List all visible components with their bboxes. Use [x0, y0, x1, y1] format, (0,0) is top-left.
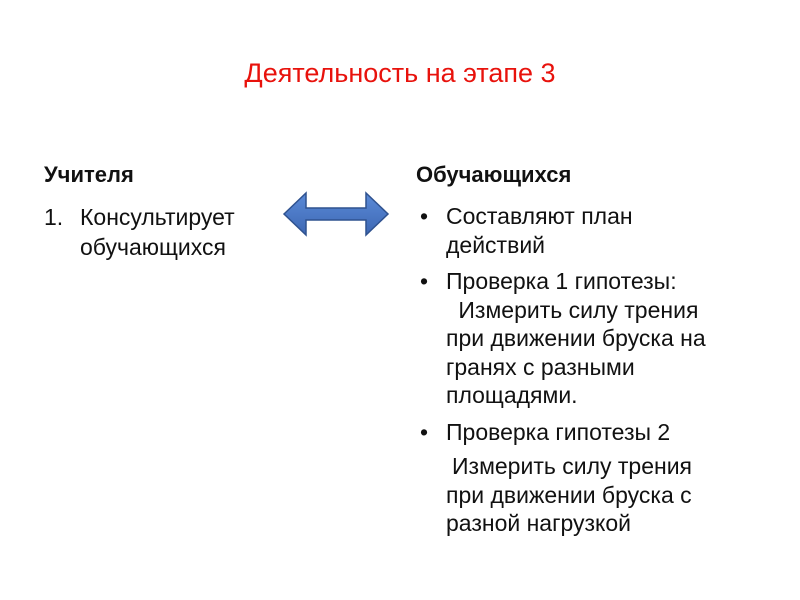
teacher-heading: Учителя: [44, 162, 134, 187]
text-line: площадями.: [446, 382, 578, 408]
teacher-column: [44, 160, 284, 262]
list-number: 1.: [44, 204, 64, 230]
text-line: Проверка 1 гипотезы:: [446, 268, 677, 294]
student-column: [416, 160, 776, 546]
text-line: действий: [446, 231, 546, 258]
text-line: Проверка гипотезы 2: [446, 418, 671, 445]
bullet-icon: •: [420, 418, 429, 445]
text-line: обучающихся: [80, 234, 226, 260]
list-item-text: [80, 202, 284, 262]
student-bullet-list: [416, 202, 776, 538]
text-line: при движении бруска с: [446, 481, 692, 508]
text-line: Измерить силу трения: [452, 453, 693, 479]
bullet-item: [416, 418, 776, 538]
student-heading: Обучающихся: [416, 162, 572, 187]
text-line: при движении бруска на: [446, 325, 706, 351]
text-line: разной нагрузкой: [446, 510, 632, 536]
bullet-item: [416, 202, 776, 259]
bullet-item: [416, 267, 776, 410]
teacher-list-item: [44, 202, 284, 262]
slide-title: Деятельность на этапе 3: [244, 58, 556, 88]
bullet-icon: •: [420, 203, 429, 229]
text-line: Измерить силу трения: [452, 296, 699, 323]
text-line: Консультирует: [80, 204, 235, 230]
double-arrow-icon: [282, 191, 390, 237]
text-line: Составляют план: [446, 203, 633, 229]
text-line: гранях с разными: [446, 353, 635, 380]
bullet-icon: •: [420, 268, 429, 294]
